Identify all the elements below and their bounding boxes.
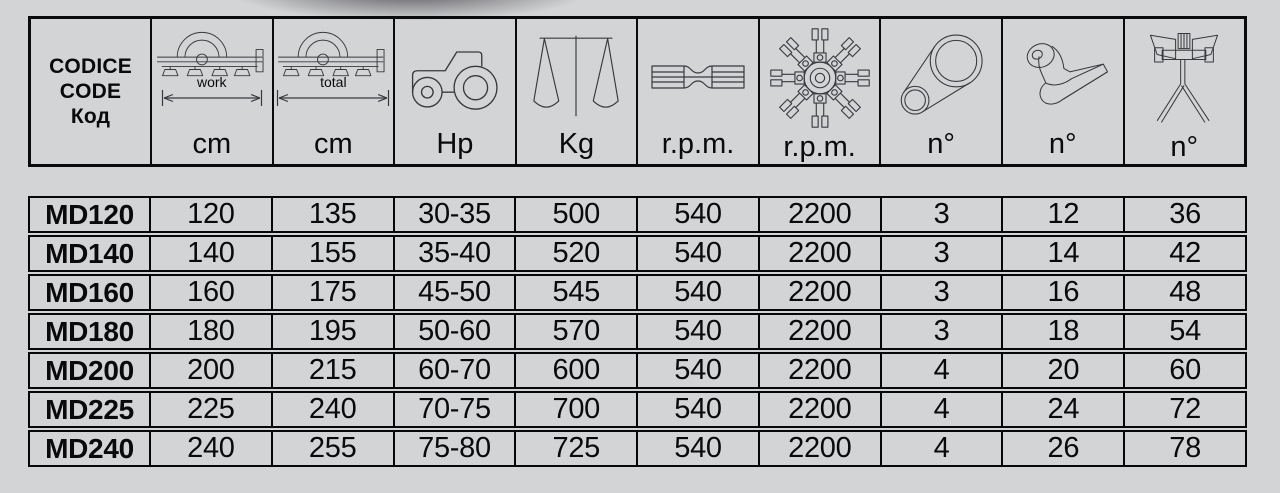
blades-cell: 60 bbox=[1123, 354, 1245, 387]
table-row bbox=[28, 352, 1247, 389]
rotor-speed-cell: 2200 bbox=[758, 354, 880, 387]
blades-cell: 78 bbox=[1123, 432, 1245, 465]
pto-shaft-icon bbox=[638, 26, 758, 127]
pto-speed-cell: 540 bbox=[636, 354, 758, 387]
code-label-it: CODICE bbox=[49, 55, 132, 78]
power-cell: 50-60 bbox=[393, 315, 515, 348]
header-cell-pto-speed bbox=[636, 19, 758, 164]
blades-cell: 48 bbox=[1123, 276, 1245, 309]
blades-cell: 42 bbox=[1123, 237, 1245, 270]
header-cell-belts bbox=[879, 19, 1001, 164]
model-code-cell: MD200 bbox=[45, 354, 134, 386]
belts-cell: 4 bbox=[880, 354, 1002, 387]
total-width-cell: 135 bbox=[271, 198, 393, 231]
weight-scale-icon bbox=[517, 26, 637, 127]
rotor-speed-cell: 2200 bbox=[758, 276, 880, 309]
rotor-speed-cell: 2200 bbox=[758, 393, 880, 426]
work-width-cell: 240 bbox=[149, 432, 271, 465]
work-width-cell: 225 bbox=[149, 393, 271, 426]
belts-unit: n° bbox=[927, 128, 956, 160]
pto-speed-cell: 540 bbox=[636, 315, 758, 348]
spec-data-table bbox=[28, 196, 1247, 467]
total-width-cell: 155 bbox=[271, 237, 393, 270]
code-label bbox=[49, 54, 132, 129]
header-cell-blades bbox=[1123, 19, 1245, 164]
working-width-unit: cm bbox=[192, 128, 232, 160]
rotor-speed-cell: 2200 bbox=[758, 198, 880, 231]
mower-working-width-icon bbox=[154, 26, 270, 79]
model-code-cell: MD225 bbox=[45, 393, 134, 425]
weight-cell: 600 bbox=[514, 354, 636, 387]
hammers-cell: 14 bbox=[1001, 237, 1123, 270]
work-width-cell: 180 bbox=[149, 315, 271, 348]
power-cell: 70-75 bbox=[393, 393, 515, 426]
total-width-dim-label: total bbox=[320, 74, 347, 90]
y-blades-icon bbox=[1125, 26, 1245, 130]
header-cell-code bbox=[31, 19, 150, 164]
hammers-cell: 12 bbox=[1001, 198, 1123, 231]
power-unit: Hp bbox=[436, 128, 474, 160]
weight-cell: 725 bbox=[514, 432, 636, 465]
header-cell-rotor-speed bbox=[758, 19, 880, 164]
belt-drive-icon bbox=[881, 26, 1001, 127]
weight-unit: Kg bbox=[558, 128, 595, 160]
belts-cell: 3 bbox=[880, 315, 1002, 348]
weight-cell: 545 bbox=[514, 276, 636, 309]
rotor-speed-cell: 2200 bbox=[758, 315, 880, 348]
hammer-flail-icon bbox=[1003, 26, 1123, 127]
rotor-speed-cell: 2200 bbox=[758, 432, 880, 465]
work-width-cell: 140 bbox=[149, 237, 271, 270]
working-width-dim-arrow-icon bbox=[161, 90, 263, 106]
weight-cell: 570 bbox=[514, 315, 636, 348]
tractor-icon bbox=[395, 26, 515, 127]
total-width-cell: 195 bbox=[271, 315, 393, 348]
weight-cell: 520 bbox=[514, 237, 636, 270]
blades-cell: 36 bbox=[1123, 198, 1245, 231]
hammers-cell: 20 bbox=[1001, 354, 1123, 387]
power-cell: 35-40 bbox=[393, 237, 515, 270]
header-cell-weight bbox=[515, 19, 637, 164]
work-width-cell: 160 bbox=[149, 276, 271, 309]
hammers-unit: n° bbox=[1048, 128, 1077, 160]
weight-cell: 500 bbox=[514, 198, 636, 231]
model-code-cell: MD240 bbox=[45, 432, 134, 464]
hammers-cell: 24 bbox=[1001, 393, 1123, 426]
header-cell-working-width bbox=[150, 19, 272, 164]
table-row bbox=[28, 313, 1247, 350]
power-cell: 75-80 bbox=[393, 432, 515, 465]
pto-speed-cell: 540 bbox=[636, 237, 758, 270]
table-row bbox=[28, 274, 1247, 311]
mower-total-width-icon bbox=[275, 26, 391, 79]
model-code-cell: MD180 bbox=[45, 315, 134, 347]
work-width-cell: 200 bbox=[149, 354, 271, 387]
working-width-dim-label: work bbox=[197, 74, 227, 90]
rotor-icon bbox=[760, 26, 880, 130]
pto-speed-cell: 540 bbox=[636, 276, 758, 309]
total-width-dim-arrow-icon bbox=[276, 90, 390, 106]
code-label-en: CODE bbox=[59, 80, 122, 103]
power-cell: 45-50 bbox=[393, 276, 515, 309]
belts-cell: 4 bbox=[880, 393, 1002, 426]
table-row bbox=[28, 430, 1247, 467]
pto-speed-unit: r.p.m. bbox=[661, 128, 735, 160]
blades-cell: 54 bbox=[1123, 315, 1245, 348]
hammers-cell: 16 bbox=[1001, 276, 1123, 309]
code-label-ru: Код bbox=[70, 105, 111, 128]
work-width-cell: 120 bbox=[149, 198, 271, 231]
belts-cell: 3 bbox=[880, 198, 1002, 231]
header-cell-hammers bbox=[1001, 19, 1123, 164]
spec-header-table bbox=[28, 16, 1247, 167]
pto-speed-cell: 540 bbox=[636, 432, 758, 465]
table-row bbox=[28, 391, 1247, 428]
hammers-cell: 18 bbox=[1001, 315, 1123, 348]
weight-cell: 700 bbox=[514, 393, 636, 426]
blades-unit: n° bbox=[1170, 131, 1199, 163]
header-cell-total-width bbox=[272, 19, 394, 164]
power-cell: 60-70 bbox=[393, 354, 515, 387]
rotor-speed-unit: r.p.m. bbox=[783, 131, 856, 163]
table-row bbox=[28, 235, 1247, 272]
header-cell-power bbox=[393, 19, 515, 164]
total-width-unit: cm bbox=[314, 128, 353, 160]
total-width-cell: 240 bbox=[271, 393, 393, 426]
blades-cell: 72 bbox=[1123, 393, 1245, 426]
total-width-cell: 175 bbox=[271, 276, 393, 309]
total-width-cell: 215 bbox=[271, 354, 393, 387]
model-code-cell: MD160 bbox=[45, 276, 134, 308]
model-code-cell: MD140 bbox=[45, 237, 134, 269]
pto-speed-cell: 540 bbox=[636, 393, 758, 426]
power-cell: 30-35 bbox=[393, 198, 515, 231]
table-row bbox=[28, 196, 1247, 233]
rotor-speed-cell: 2200 bbox=[758, 237, 880, 270]
belts-cell: 3 bbox=[880, 237, 1002, 270]
belts-cell: 3 bbox=[880, 276, 1002, 309]
belts-cell: 4 bbox=[880, 432, 1002, 465]
hammers-cell: 26 bbox=[1001, 432, 1123, 465]
model-code-cell: MD120 bbox=[45, 198, 134, 230]
pto-speed-cell: 540 bbox=[636, 198, 758, 231]
total-width-cell: 255 bbox=[271, 432, 393, 465]
